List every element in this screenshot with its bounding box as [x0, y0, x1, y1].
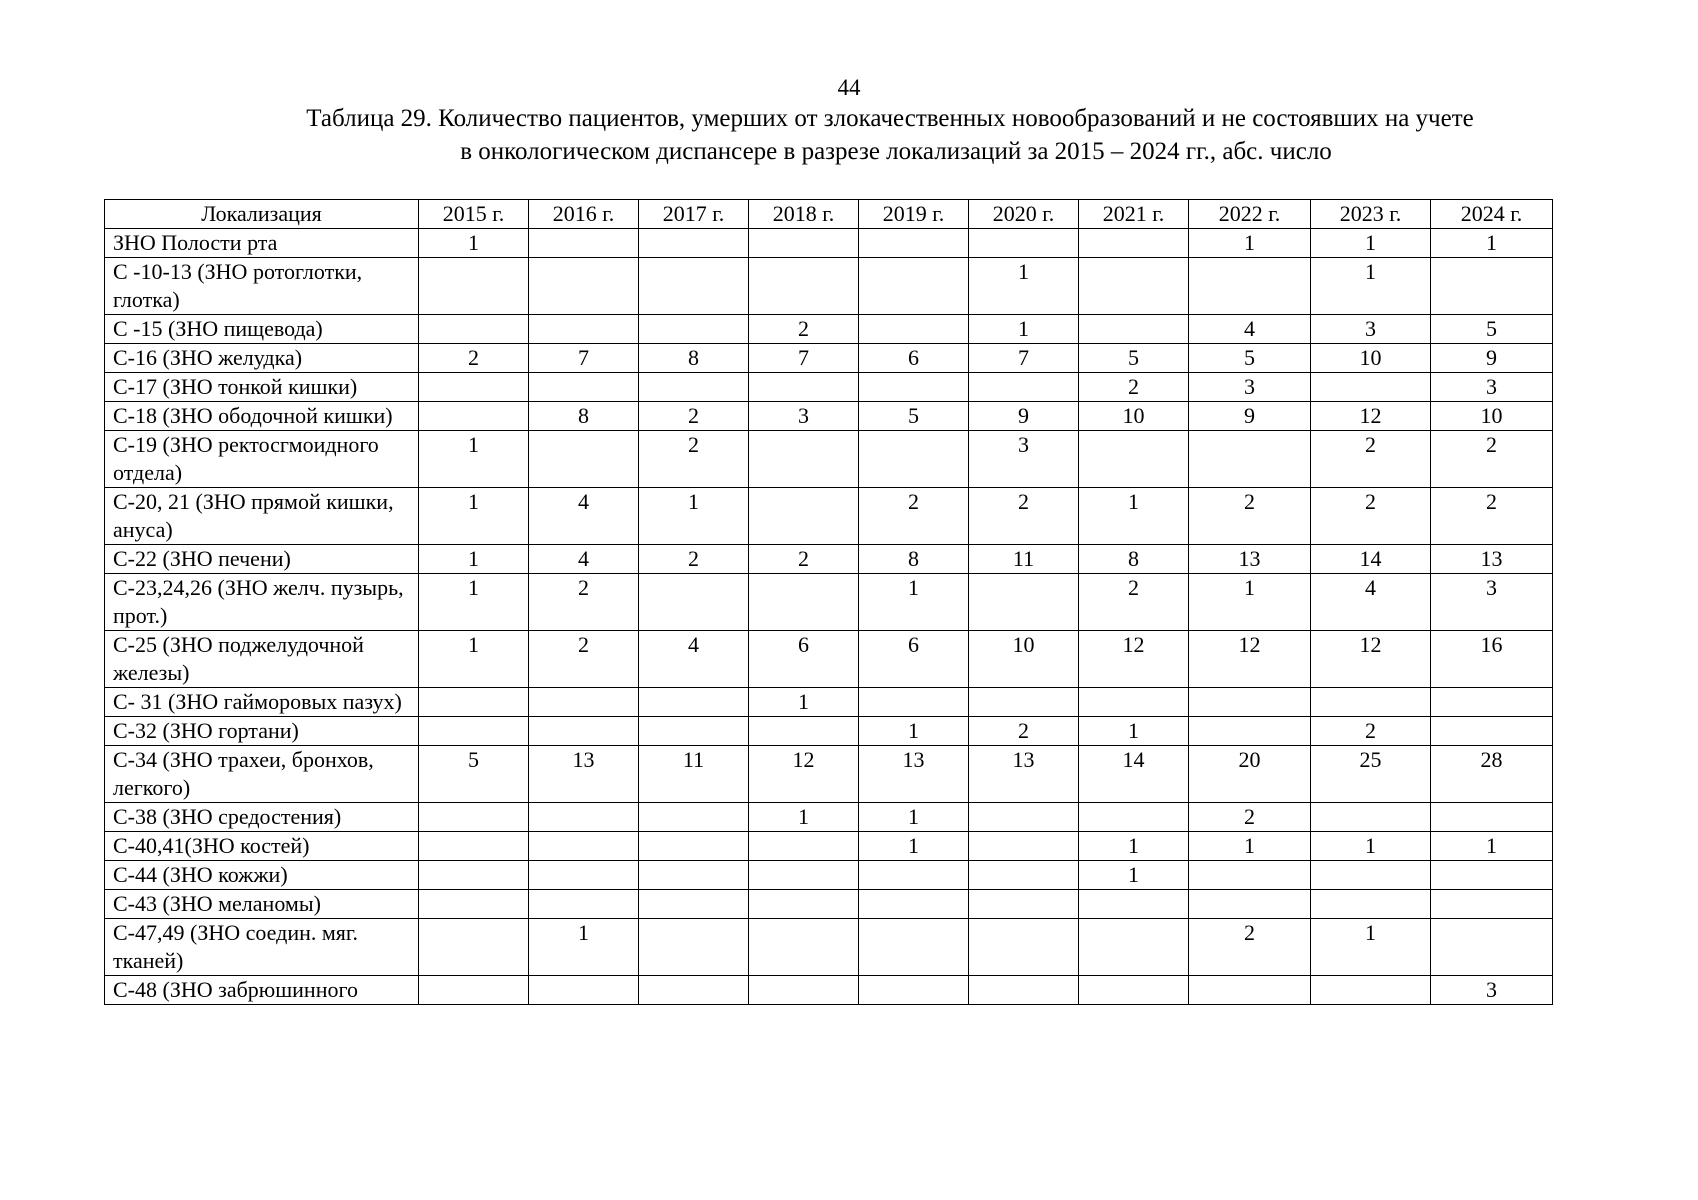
value-cell — [969, 890, 1079, 919]
value-cell: 12 — [749, 746, 859, 803]
value-cell: 9 — [1431, 344, 1553, 373]
value-cell: 1 — [1431, 832, 1553, 861]
value-cell — [419, 861, 529, 890]
value-cell: 1 — [1431, 229, 1553, 258]
value-cell: 1 — [1311, 229, 1431, 258]
value-cell: 13 — [1431, 545, 1553, 574]
value-cell: 10 — [1311, 344, 1431, 373]
location-cell: С-25 (ЗНО поджелудочной железы) — [105, 631, 419, 688]
value-cell — [639, 258, 749, 315]
value-cell — [639, 861, 749, 890]
table-row — [105, 344, 1553, 373]
value-cell: 8 — [529, 402, 639, 431]
value-cell — [639, 717, 749, 746]
value-cell: 13 — [859, 746, 969, 803]
value-cell — [1311, 803, 1431, 832]
value-cell: 1 — [859, 574, 969, 631]
value-cell — [529, 688, 639, 717]
value-cell — [859, 890, 969, 919]
value-cell — [1431, 890, 1553, 919]
value-cell — [1311, 688, 1431, 717]
location-cell: С- 31 (ЗНО гайморовых пазух) — [105, 688, 419, 717]
value-cell — [639, 373, 749, 402]
value-cell — [419, 832, 529, 861]
table-row — [105, 229, 1553, 258]
header-cell-2021: 2021 г. — [1079, 200, 1189, 229]
value-cell — [1311, 890, 1431, 919]
value-cell: 5 — [1189, 344, 1311, 373]
header-cell-2017: 2017 г. — [639, 200, 749, 229]
value-cell: 2 — [969, 488, 1079, 545]
location-cell: С-19 (ЗНО ректосгмоидного отдела) — [105, 431, 419, 488]
value-cell — [1311, 373, 1431, 402]
value-cell — [639, 890, 749, 919]
header-cell-2023: 2023 г. — [1311, 200, 1431, 229]
value-cell: 2 — [1189, 488, 1311, 545]
value-cell: 1 — [419, 431, 529, 488]
location-cell: С-48 (ЗНО забрюшинного — [105, 976, 419, 1005]
value-cell — [749, 890, 859, 919]
value-cell: 6 — [859, 631, 969, 688]
table-row — [105, 488, 1553, 545]
value-cell — [529, 373, 639, 402]
value-cell: 11 — [639, 746, 749, 803]
value-cell: 9 — [1189, 402, 1311, 431]
value-cell — [1189, 431, 1311, 488]
value-cell — [419, 315, 529, 344]
value-cell: 6 — [859, 344, 969, 373]
value-cell: 9 — [969, 402, 1079, 431]
value-cell: 13 — [969, 746, 1079, 803]
value-cell: 1 — [1189, 229, 1311, 258]
value-cell — [1431, 688, 1553, 717]
value-cell: 8 — [639, 344, 749, 373]
table-row — [105, 976, 1553, 1005]
value-cell — [529, 803, 639, 832]
value-cell — [1431, 717, 1553, 746]
value-cell — [859, 229, 969, 258]
value-cell — [969, 803, 1079, 832]
value-cell — [639, 315, 749, 344]
value-cell: 1 — [969, 258, 1079, 315]
value-cell: 2 — [749, 315, 859, 344]
table-row — [105, 803, 1553, 832]
header-cell-2024: 2024 г. — [1431, 200, 1553, 229]
value-cell: 2 — [1431, 431, 1553, 488]
value-cell — [1079, 229, 1189, 258]
location-cell: С-22 (ЗНО печени) — [105, 545, 419, 574]
table-row — [105, 717, 1553, 746]
location-cell: С-44 (ЗНО кожжи) — [105, 861, 419, 890]
value-cell — [1189, 717, 1311, 746]
location-cell: С-16 (ЗНО желудка) — [105, 344, 419, 373]
value-cell — [1079, 315, 1189, 344]
value-cell: 1 — [419, 488, 529, 545]
value-cell — [969, 373, 1079, 402]
value-cell: 1 — [419, 631, 529, 688]
value-cell: 12 — [1189, 631, 1311, 688]
value-cell — [639, 688, 749, 717]
value-cell: 3 — [1431, 574, 1553, 631]
value-cell: 2 — [419, 344, 529, 373]
value-cell: 14 — [1079, 746, 1189, 803]
value-cell — [859, 258, 969, 315]
value-cell: 13 — [529, 746, 639, 803]
value-cell: 1 — [419, 545, 529, 574]
value-cell: 3 — [969, 431, 1079, 488]
value-cell — [969, 919, 1079, 976]
location-cell: С-20, 21 (ЗНО прямой кишки, ануса) — [105, 488, 419, 545]
table-row — [105, 861, 1553, 890]
value-cell: 1 — [1311, 258, 1431, 315]
value-cell — [1079, 803, 1189, 832]
value-cell: 10 — [1079, 402, 1189, 431]
location-cell: С-23,24,26 (ЗНО желч. пузырь, прот.) — [105, 574, 419, 631]
value-cell: 1 — [1079, 488, 1189, 545]
value-cell: 2 — [1189, 919, 1311, 976]
value-cell: 3 — [1311, 315, 1431, 344]
value-cell — [1431, 861, 1553, 890]
value-cell — [639, 803, 749, 832]
value-cell — [749, 574, 859, 631]
value-cell — [969, 976, 1079, 1005]
page-number: 44 — [837, 75, 861, 100]
value-cell: 3 — [1189, 373, 1311, 402]
value-cell — [749, 832, 859, 861]
value-cell — [529, 717, 639, 746]
value-cell — [1079, 431, 1189, 488]
value-cell: 8 — [1079, 545, 1189, 574]
table-caption — [100, 102, 1680, 168]
value-cell: 3 — [1431, 373, 1553, 402]
value-cell — [639, 976, 749, 1005]
value-cell — [1431, 919, 1553, 976]
value-cell: 12 — [1311, 631, 1431, 688]
value-cell — [1079, 890, 1189, 919]
value-cell — [419, 373, 529, 402]
value-cell — [1189, 976, 1311, 1005]
value-cell: 2 — [1189, 803, 1311, 832]
value-cell: 1 — [1079, 861, 1189, 890]
value-cell — [859, 431, 969, 488]
value-cell: 4 — [529, 488, 639, 545]
value-cell — [969, 861, 1079, 890]
value-cell — [749, 861, 859, 890]
header-cell-2022: 2022 г. — [1189, 200, 1311, 229]
value-cell: 1 — [859, 717, 969, 746]
location-cell: С-18 (ЗНО ободочной кишки) — [105, 402, 419, 431]
value-cell: 5 — [859, 402, 969, 431]
value-cell: 1 — [1079, 832, 1189, 861]
value-cell — [1311, 976, 1431, 1005]
table-row — [105, 919, 1553, 976]
value-cell — [419, 717, 529, 746]
value-cell: 16 — [1431, 631, 1553, 688]
value-cell — [1189, 258, 1311, 315]
value-cell: 10 — [969, 631, 1079, 688]
value-cell — [1431, 258, 1553, 315]
header-row — [105, 200, 1553, 229]
table-row — [105, 258, 1553, 315]
table-row — [105, 373, 1553, 402]
value-cell: 2 — [1079, 373, 1189, 402]
value-cell: 5 — [1431, 315, 1553, 344]
value-cell: 1 — [1311, 832, 1431, 861]
value-cell — [1189, 890, 1311, 919]
value-cell: 12 — [1079, 631, 1189, 688]
value-cell — [859, 861, 969, 890]
value-cell: 2 — [1311, 717, 1431, 746]
value-cell — [749, 431, 859, 488]
table-row — [105, 315, 1553, 344]
value-cell — [1079, 976, 1189, 1005]
value-cell: 2 — [749, 545, 859, 574]
value-cell — [749, 229, 859, 258]
value-cell — [859, 976, 969, 1005]
location-cell: С-47,49 (ЗНО соедин. мяг. тканей) — [105, 919, 419, 976]
value-cell: 1 — [859, 803, 969, 832]
value-cell — [419, 890, 529, 919]
value-cell: 4 — [1189, 315, 1311, 344]
value-cell — [859, 315, 969, 344]
value-cell — [639, 919, 749, 976]
table-row — [105, 746, 1553, 803]
value-cell: 7 — [969, 344, 1079, 373]
location-cell: С -15 (ЗНО пищевода) — [105, 315, 419, 344]
caption-line-2: в онкологическом диспансере в разрезе локализаций за 2015 – 2024 гг., абс. число — [460, 138, 1332, 165]
value-cell — [749, 919, 859, 976]
header-cell-2018: 2018 г. — [749, 200, 859, 229]
header-cell-2019: 2019 г. — [859, 200, 969, 229]
value-cell — [419, 258, 529, 315]
table-row — [105, 402, 1553, 431]
value-cell — [749, 258, 859, 315]
location-cell: С-43 (ЗНО меланомы) — [105, 890, 419, 919]
value-cell: 20 — [1189, 746, 1311, 803]
location-cell: С-40,41(ЗНО костей) — [105, 832, 419, 861]
value-cell — [969, 832, 1079, 861]
value-cell — [529, 431, 639, 488]
value-cell: 1 — [639, 488, 749, 545]
value-cell — [749, 717, 859, 746]
value-cell — [529, 861, 639, 890]
value-cell — [639, 832, 749, 861]
value-cell: 1 — [859, 832, 969, 861]
header-cell-location: Локализация — [105, 200, 419, 229]
value-cell — [1189, 861, 1311, 890]
location-cell: С-34 (ЗНО трахеи, бронхов, легкого) — [105, 746, 419, 803]
value-cell: 1 — [749, 688, 859, 717]
value-cell: 2 — [639, 545, 749, 574]
value-cell: 1 — [969, 315, 1079, 344]
value-cell — [859, 919, 969, 976]
value-cell: 6 — [749, 631, 859, 688]
value-cell: 3 — [749, 402, 859, 431]
value-cell: 11 — [969, 545, 1079, 574]
value-cell — [1079, 258, 1189, 315]
value-cell: 2 — [1311, 488, 1431, 545]
value-cell: 13 — [1189, 545, 1311, 574]
value-cell — [1079, 688, 1189, 717]
value-cell: 10 — [1431, 402, 1553, 431]
value-cell — [529, 976, 639, 1005]
value-cell: 1 — [749, 803, 859, 832]
value-cell: 2 — [1311, 431, 1431, 488]
value-cell — [419, 803, 529, 832]
value-cell — [749, 976, 859, 1005]
value-cell — [1079, 919, 1189, 976]
value-cell — [1189, 688, 1311, 717]
value-cell — [639, 229, 749, 258]
value-cell: 4 — [529, 545, 639, 574]
value-cell: 1 — [1189, 574, 1311, 631]
value-cell: 25 — [1311, 746, 1431, 803]
value-cell: 2 — [529, 631, 639, 688]
value-cell — [419, 402, 529, 431]
value-cell: 7 — [529, 344, 639, 373]
table-row — [105, 688, 1553, 717]
location-cell: С-32 (ЗНО гортани) — [105, 717, 419, 746]
value-cell: 4 — [1311, 574, 1431, 631]
table-row — [105, 631, 1553, 688]
value-cell — [859, 373, 969, 402]
value-cell: 14 — [1311, 545, 1431, 574]
location-cell: ЗНО Полости рта — [105, 229, 419, 258]
value-cell — [419, 688, 529, 717]
value-cell: 12 — [1311, 402, 1431, 431]
value-cell: 1 — [1311, 919, 1431, 976]
value-cell: 2 — [1431, 488, 1553, 545]
value-cell — [1311, 861, 1431, 890]
value-cell: 5 — [419, 746, 529, 803]
value-cell: 7 — [749, 344, 859, 373]
value-cell: 1 — [419, 574, 529, 631]
value-cell — [529, 229, 639, 258]
value-cell — [1431, 803, 1553, 832]
value-cell: 5 — [1079, 344, 1189, 373]
value-cell: 2 — [969, 717, 1079, 746]
value-cell: 2 — [1079, 574, 1189, 631]
value-cell — [749, 373, 859, 402]
value-cell — [969, 229, 1079, 258]
mortality-table — [104, 199, 1553, 1005]
table-row — [105, 832, 1553, 861]
value-cell — [529, 890, 639, 919]
value-cell — [969, 574, 1079, 631]
header-cell-2015: 2015 г. — [419, 200, 529, 229]
value-cell: 8 — [859, 545, 969, 574]
value-cell: 28 — [1431, 746, 1553, 803]
table-row — [105, 545, 1553, 574]
caption-line-1: Таблица 29. Количество пациентов, умерших от злокачественных новообразований и не состоявших на учете — [306, 105, 1474, 132]
value-cell: 2 — [529, 574, 639, 631]
value-cell — [529, 315, 639, 344]
location-cell: С -10-13 (ЗНО ротоглотки, глотка) — [105, 258, 419, 315]
table-body — [105, 229, 1553, 1005]
table-row — [105, 431, 1553, 488]
header-cell-2016: 2016 г. — [529, 200, 639, 229]
value-cell: 4 — [639, 631, 749, 688]
value-cell — [859, 688, 969, 717]
table-row — [105, 574, 1553, 631]
value-cell — [969, 688, 1079, 717]
value-cell: 3 — [1431, 976, 1553, 1005]
value-cell: 1 — [1189, 832, 1311, 861]
value-cell: 2 — [859, 488, 969, 545]
value-cell: 1 — [419, 229, 529, 258]
location-cell: С-38 (ЗНО средостения) — [105, 803, 419, 832]
value-cell — [529, 832, 639, 861]
location-cell: С-17 (ЗНО тонкой кишки) — [105, 373, 419, 402]
value-cell: 1 — [1079, 717, 1189, 746]
value-cell — [419, 919, 529, 976]
value-cell — [749, 488, 859, 545]
value-cell: 2 — [639, 431, 749, 488]
value-cell — [639, 574, 749, 631]
value-cell: 1 — [529, 919, 639, 976]
value-cell — [529, 258, 639, 315]
table-header — [105, 200, 1553, 229]
value-cell: 2 — [639, 402, 749, 431]
header-cell-2020: 2020 г. — [969, 200, 1079, 229]
value-cell — [419, 976, 529, 1005]
table-row — [105, 890, 1553, 919]
